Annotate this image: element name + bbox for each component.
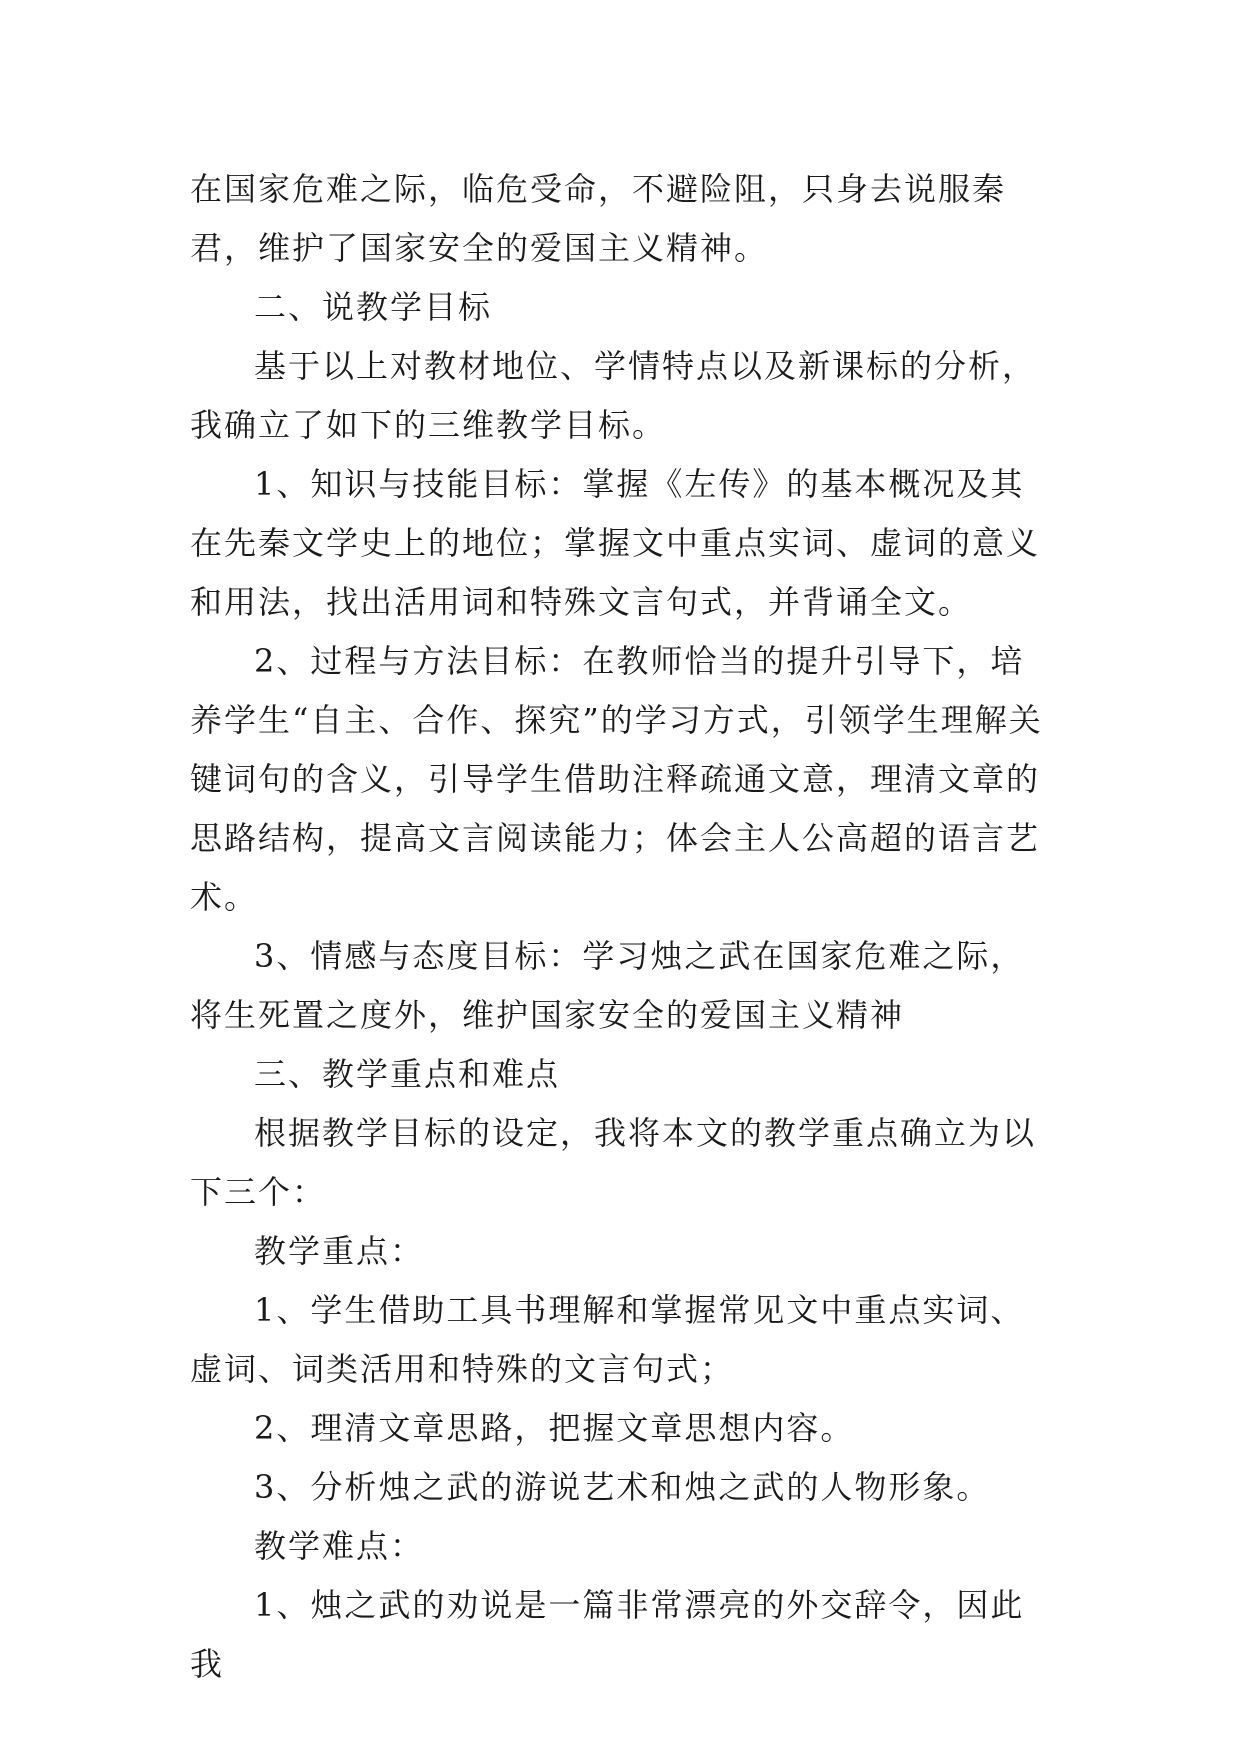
section-heading-key-points: 三、教学重点和难点 — [254, 1055, 561, 1093]
list-item-process-goal: 2、过程与方法目标：在教师恰当的提升引导下，培养学生“自主、合作、探究”的学习方式，引领学生理解关键词句的含义，引导学生借助注释疏通文意，理清文章的思路结构，提高文言阅读能力；体会主人公高超的语言艺术。 — [190, 642, 1043, 916]
list-item-key-point: 1、学生借助工具书理解和掌握常见文中重点实词、虚词、词类活用和特殊的文言句式； — [190, 1291, 1025, 1388]
list-item-key-point: 2、理清文章思路，把握文章思想内容。 — [254, 1409, 855, 1447]
subheading-difficulties: 教学难点： — [254, 1527, 425, 1565]
subheading-key-points: 教学重点： — [254, 1232, 425, 1270]
list-item-knowledge-goal: 1、知识与技能目标：掌握《左传》的基本概况及其在先秦文学史上的地位；掌握文中重点实词、虚词的意义和用法，找出活用词和特殊文言句式，并背诵全文。 — [190, 465, 1041, 621]
section-heading-teaching-goals: 二、说教学目标 — [254, 288, 493, 326]
paragraph-goals-intro: 基于以上对教材地位、学情特点以及新课标的分析，我确立了如下的三维教学目标。 — [190, 347, 1037, 444]
list-item-key-point: 3、分析烛之武的游说艺术和烛之武的人物形象。 — [254, 1468, 991, 1506]
document-body — [190, 160, 1054, 1694]
paragraph-key-points-intro: 根据教学目标的设定，我将本文的教学重点确立为以下三个： — [190, 1114, 1037, 1211]
paragraph-continuation: 在国家危难之际，临危受命，不避险阻，只身去说服秦君，维护了国家安全的爱国主义精神。 — [190, 170, 1007, 267]
list-item-emotion-goal: 3、情感与态度目标：学习烛之武在国家危难之际，将生死置之度外，维护国家安全的爱国主义精神 — [190, 937, 1025, 1034]
list-item-difficulty: 1、烛之武的劝说是一篇非常漂亮的外交辞令，因此我 — [190, 1586, 1025, 1683]
